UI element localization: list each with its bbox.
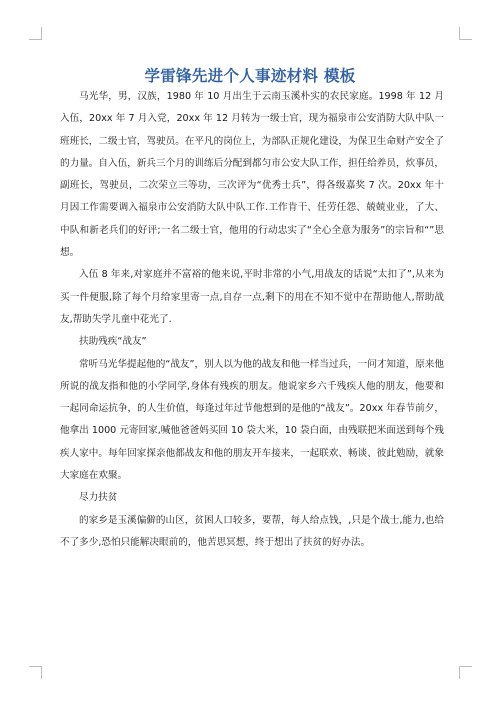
crop-mark-top-left [29,27,42,40]
paragraph-disabled-friends: 常听马光华提起他的“战友”，别人以为他的战友和他一样当过兵，一问才知道，原来他所说的战友指和他的小学同学,身体有残疾的朋友。他说家乡六千残疾人他的朋友，他要和一起同命运抗争，的人生价值，每逢过年过节他想到的是他的“战友”。20xx 年春节前夕，他拿出 1000 元寄回家,喊他爸爸妈买回 10 袋大米，10 袋白面，由残联把米面送到每个残疾人家中。每年回家探亲他都战友和他的朋友开车接来，一起联欢、畅谈、彼此勉励，就象大家庭在欢聚。 [60,358,444,482]
paragraph-frugal: 入伍 8 年来,对家庭并不富裕的他来说,平时非常的小气,用战友的话说“太扣了”,从来为买一件便服,除了每个月给家里寄一点,自存一点,剩下的用在不知不觉中在帮助他人,帮助战友,帮助失学儿童中花光了. [60,269,444,325]
document-title: 学雷锋先进个人事迹材料 模板 [144,67,356,85]
paragraph-poverty-relief: 的家乡是玉溪偏僻的山区，贫困人口较多，要帮，每人给点钱，,只是个战士,能力,也给不了多少,恐怕只能解决眼前的，他苦思冥想，终于想出了扶贫的好办法。 [60,514,444,548]
section-heading-poverty-relief: 尽力扶贫 [79,492,118,504]
crop-mark-top-right [459,27,472,40]
document-body [60,86,444,554]
crop-mark-bottom-left [29,666,42,679]
section-heading-disabled-friends: 扶助残疾“战友” [79,336,147,348]
paragraph-intro: 马光华，男，汉族，1980 年 10 月出生于云南玉溪朴实的农民家庭。1998 年 12 月入伍，20xx 年 7 月入党，20xx 年 12 月转为一级士官，现为福泉市公安消防大队中队一班班长，二级士官，驾驶员。在平凡的岗位上，为部队正规化建设，为保卫生命财产安全了的力量。自入伍，新兵三个月的训练后分配到都匀市公安大队工作，担任给养员，炊事员，副班长，驾驶员，二次荣立三等功，三次评为“优秀士兵”，得各级嘉奖 7 次。20xx 年十月因工作需要调入福泉市公安消防大队中队工作.工作肯干、任劳任怨、兢兢业业，了大、中队和新老兵们的好评;一名二级士官，他用的行动忠实了“全心全意为服务”的宗旨和“”思想。 [60,91,444,259]
crop-mark-bottom-right [459,666,472,679]
